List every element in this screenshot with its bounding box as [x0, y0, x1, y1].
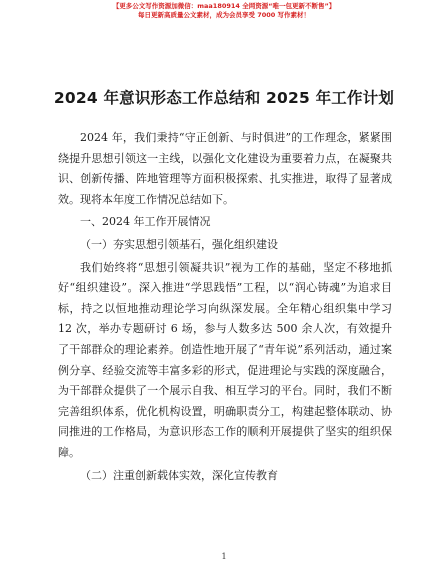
- section-heading-1: 一、2024 年工作开展情况: [80, 215, 211, 229]
- page-number: 1: [221, 552, 227, 561]
- subsection-heading-1: （一）夯实思想引领基石，强化组织建设: [80, 237, 278, 251]
- document-title: 2024 年意识形态工作总结和 2025 年工作计划: [53, 89, 395, 107]
- document-body: [58, 128, 392, 486]
- promo-line-1: 【更多公文写作资源加微信：maa180914 全网资源“唯一包更新不断售”】: [112, 2, 336, 10]
- intro-paragraph: 2024 年，我们秉持“守正创新、与时俱进”的工作理念，紧紧围绕提升思想引领这一主线，以强化文化建设为重要着力点，在凝聚共识、创新传播、阵地管理等方面积极探索、扎实推进，取得了显著成效。现将本年度工作情况总结如下。: [58, 131, 392, 206]
- subsection-heading-2: （二）注重创新载体实效，深化宣传教育: [80, 468, 278, 482]
- promo-line-2: 每日更新高质量公文素材，成为会员享受 7000 写作素材！: [137, 11, 311, 19]
- promo-banner: [0, 2, 448, 20]
- body-paragraph-1: 我们始终将“思想引领凝共识”视为工作的基础，坚定不移地抓好“组织建设”。深入推进“学思践悟”工程，以“润心铸魂”为追求目标，持之以恒地推动理论学习向纵深发展。全年精心组织集中学习 12 次，举办专题研讨 6 场，参与人数多达 500 余人次，有效提升了干部群众的理论素养。创造性地开展了“青年说”系列活动，通过案例分享、经验交流等丰富多彩的形式，促进理论与实践的深度融合，为干部群众提供了一个展示自我、相互学习的平台。同时，我们不断完善组织体系，优化机构设置，明确职责分工，构建起整体联动、协同推进的工作格局，为意识形态工作的顺利开展提供了坚实的组织保障。: [58, 260, 392, 459]
